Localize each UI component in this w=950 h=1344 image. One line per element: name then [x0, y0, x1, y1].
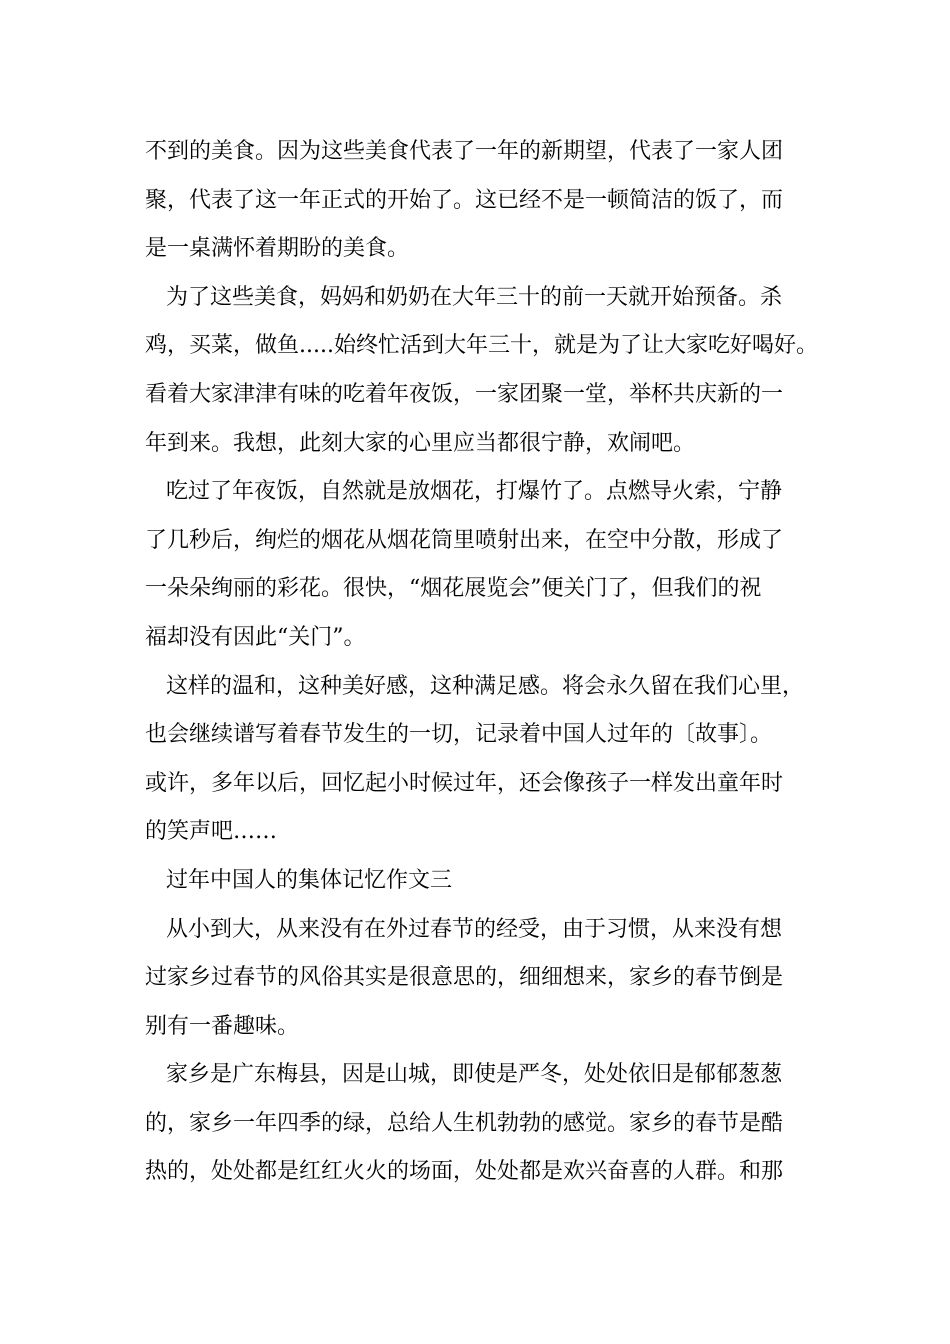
text-line-11: 福却没有因此“关门”。	[145, 624, 366, 650]
text-line-3: 是一桌满怀着期盼的美食。	[145, 236, 410, 262]
text-line-22: 热的，处处都是红红火火的场面，处处都是欢兴奋喜的人群。和那	[145, 1159, 784, 1185]
text-line-12: 这样的温和，这种美好感，这种满足感。将会永久留在我们心里，	[166, 673, 805, 699]
text-line-9: 了几秒后，绚烂的烟花从烟花筒里喷射出来，在空中分散，形成了	[145, 527, 784, 553]
text-line-4: 为了这些美食，妈妈和奶奶在大年三十的前一天就开始预备。杀	[166, 284, 783, 310]
text-line-1: 不到的美食。因为这些美食代表了一年的新期望，代表了一家人团	[145, 139, 784, 164]
section-heading: 过年中国人的集体记忆作文三	[166, 867, 453, 893]
text-line-14: 或许，多年以后，回忆起小时候过年，还会像孩子一样发出童年时	[145, 770, 784, 796]
text-line-6: 看着大家津津有味的吃着年夜饭，一家团聚一堂，举杯共庆新的一	[145, 381, 784, 407]
text-line-7: 年到来。我想，此刻大家的心里应当都很宁静，欢闹吧。	[145, 430, 696, 456]
text-line-18: 过家乡过春节的风俗其实是很意思的，细细想来，家乡的春节倒是	[145, 965, 784, 991]
text-line-19: 别有一番趣味。	[145, 1013, 300, 1039]
text-line-10: 一朵朵绚丽的彩花。很快，“烟花展览会”便关门了，但我们的祝	[145, 576, 762, 602]
text-line-5: 鸡，买菜，做鱼.....始终忙活到大年三十，就是为了让大家吃好喝好。	[145, 333, 818, 359]
text-line-20: 家乡是广东梅县，因是山城，即使是严冬，处处依旧是郁郁葱葱	[166, 1062, 783, 1088]
text-line-13: 也会继续谱写着春节发生的一切，记录着中国人过年的〔故事〕。	[145, 722, 773, 748]
text-line-2: 聚，代表了这一年正式的开始了。这已经不是一顿简洁的饭了，而	[145, 187, 784, 213]
text-line-21: 的，家乡一年四季的绿，总给人生机勃勃的感觉。家乡的春节是酷	[145, 1110, 784, 1136]
text-line-17: 从小到大，从来没有在外过春节的经受，由于习惯，从来没有想	[166, 916, 783, 942]
text-line-8: 吃过了年夜饭，自然就是放烟花，打爆竹了。点燃导火索，宁静	[166, 479, 783, 505]
text-line-15: 的笑声吧……	[145, 819, 278, 845]
document-body	[145, 128, 825, 1197]
